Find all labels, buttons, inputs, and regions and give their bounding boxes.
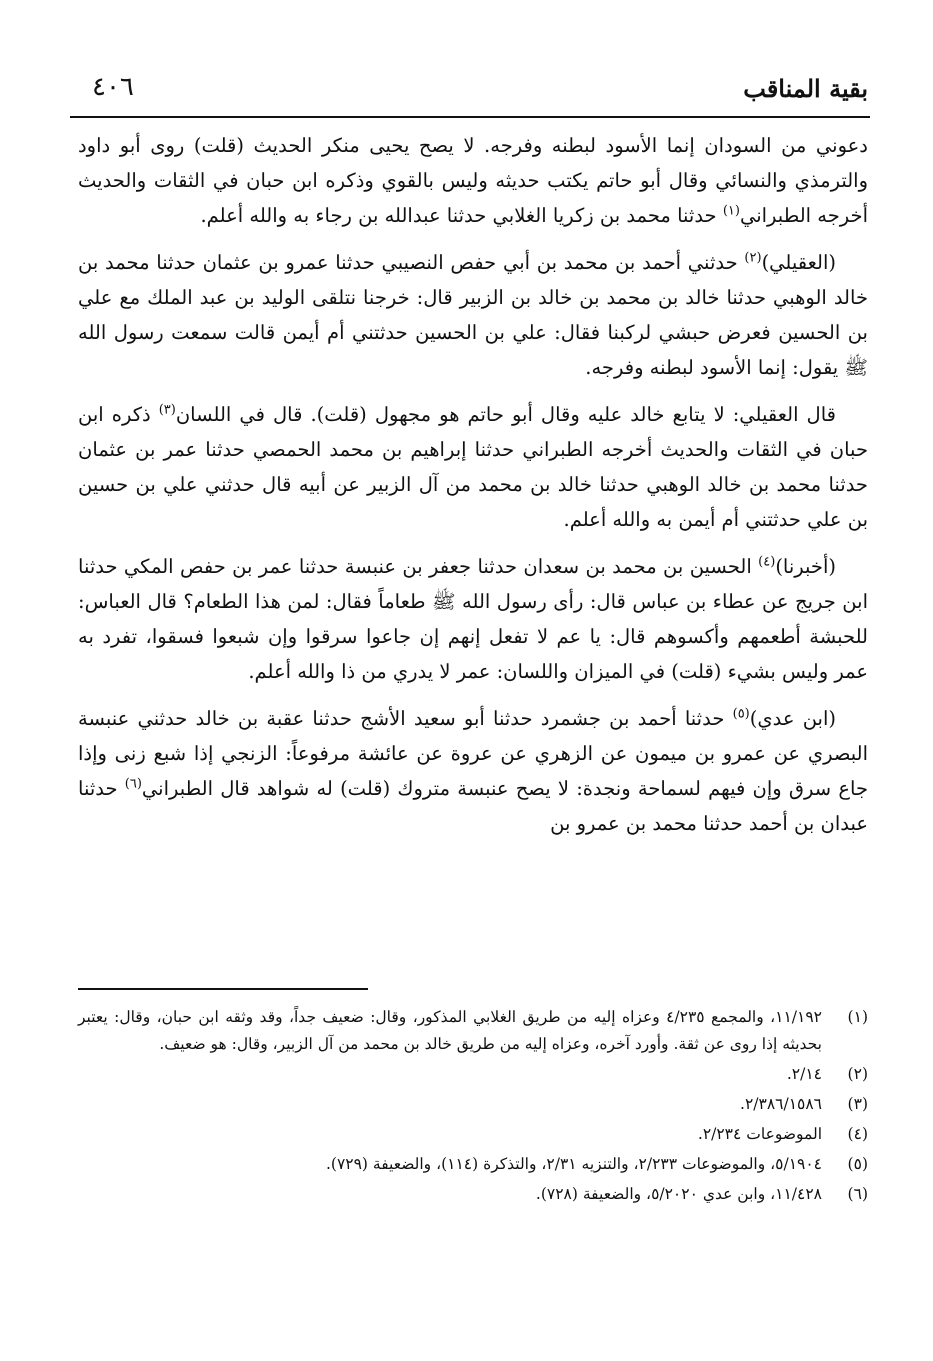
text-segment: (العقيلي) <box>761 251 837 274</box>
chapter-title: بقية المناقب <box>743 74 868 103</box>
footnote-text: ٥/١٩٠٤، والموضوعات ٢/٢٣٣، والتنزيه ٢/٣١، والتذكرة (١١٤)، والضعيفة (٧٢٩). <box>325 1155 822 1173</box>
text-segment: (ابن عدي) <box>749 707 836 730</box>
footnote-text: ٢/٣٨٦/١٥٨٦. <box>740 1095 822 1113</box>
paragraph <box>78 397 868 537</box>
page-number: ٤٠٦ <box>92 72 134 102</box>
footnote-text: ١١/١٩٢، والمجمع ٤/٢٣٥ وعزاه إليه من طريق الغلابي المذكور، وقال: ضعيف جداً، وقد وثقه ابن حبان، وقال: يعتبر بحديثه إذا روى عن ثقة. وأورد آخره، وعزاه إليه من طريق خالد بن محمد من آل الزبير، وقال: هو ضعيف. <box>78 1008 822 1053</box>
footnote-number: (٤) <box>847 1125 868 1143</box>
footnote-ref[interactable]: (٦) <box>124 776 142 792</box>
text-segment: (أخبرنا) <box>775 555 837 578</box>
footnote-item <box>78 1151 868 1178</box>
footnote-number: (٣) <box>847 1095 868 1113</box>
text-segment: حدثني أحمد بن محمد بن أبي حفص النصيبي حدثنا عمرو بن عثمان حدثنا محمد بن خالد الوهبي حدثنا خالد بن محمد بن خالد بن الزبير قال: خرجنا نتلقى الوليد بن عبد الملك مع علي بن الحسين فعرض حبشي لركبنا فقال: علي بن الحسين حدثتني أم أيمن قالت سمعت رسول الله ﷺ يقول: إنما الأسود لبطنه وفرجه. <box>78 251 868 379</box>
text-segment: حدثنا أحمد بن جشمرد حدثنا أبو سعيد الأشج حدثنا عقبة بن خالد حدثني عنبسة البصري عن عمرو بن ميمون عن الزهري عن عروة عن عائشة مرفوعاً: الزنجي إذا شبع زنى وإذا جاع سرق وإن فيهم لسماحة ونجدة: لا يصح عنبسة متروك (قلت) له شواهد قال الطبراني <box>78 707 868 800</box>
footnote-ref[interactable]: (٢) <box>744 250 762 266</box>
footnotes <box>78 1004 868 1211</box>
footnote-number: (٥) <box>847 1155 868 1173</box>
main-text <box>78 128 868 853</box>
text-segment: دعوني من السودان إنما الأسود لبطنه وفرجه. لا يصح يحيى منكر الحديث (قلت) روى أبو داود والترمذي والنسائي وقال أبو حاتم يكتب حديثه وليس بالقوي وذكره ابن حبان في الثقات والحديث أخرجه الطبراني <box>78 134 868 227</box>
footnote-item <box>78 1004 868 1058</box>
book-page <box>70 60 870 1300</box>
footnote-number: (١) <box>847 1008 868 1026</box>
footnote-number: (٢) <box>847 1065 868 1083</box>
footnote-text: ١١/٤٢٨، وابن عدي ٥/٢٠٢٠، والضعيفة (٧٢٨). <box>535 1185 822 1203</box>
text-segment: حدثنا عبدان بن أحمد حدثنا محمد بن عمرو بن <box>78 777 868 835</box>
footnote-number: (٦) <box>847 1185 868 1203</box>
footnote-ref[interactable]: (١) <box>722 203 740 219</box>
footnote-ref[interactable]: (٤) <box>758 554 776 570</box>
footnote-ref[interactable]: (٥) <box>732 706 750 722</box>
running-header <box>70 60 870 118</box>
text-segment: حدثنا محمد بن زكريا الغلابي حدثنا عبدالله بن رجاء به والله أعلم. <box>200 204 717 227</box>
text-segment: قال العقيلي: لا يتابع خالد عليه وقال أبو حاتم هو مجهول (قلت). قال في اللسان <box>175 403 836 426</box>
text-segment: ذكره ابن حبان في الثقات والحديث أخرجه الطبراني حدثنا إبراهيم بن محمد الحمصي حدثنا عمر بن عثمان حدثنا محمد بن خالد الوهبي حدثنا خالد بن محمد من آل الزبير عن أبيه قال حدثني علي بن حسين بن علي حدثتني أم أيمن به والله أعلم. <box>78 403 868 531</box>
footnote-ref[interactable]: (٣) <box>158 402 176 418</box>
paragraph <box>78 701 868 841</box>
footnote-item <box>78 1181 868 1208</box>
footnote-separator <box>78 988 368 990</box>
paragraph <box>78 549 868 689</box>
paragraph <box>78 128 868 233</box>
footnote-item <box>78 1121 868 1148</box>
paragraph <box>78 245 868 385</box>
footnote-item <box>78 1061 868 1088</box>
footnote-item <box>78 1091 868 1118</box>
text-segment: الحسين بن محمد بن سعدان حدثنا جعفر بن عنبسة حدثنا عمر بن حفص المكي حدثنا ابن جريج عن عطاء بن عباس قال: رأى رسول الله ﷺ طعاماً فقال: لمن هذا الطعام؟ قال العباس: للحبشة أطعمهم وأكسوهم قال: يا عم لا تفعل إنهم إن جاعوا سرقوا وإن شبعوا فسقوا، تفرد به عمر وليس بشيء (قلت) في الميزان واللسان: عمر لا يدري من ذا والله أعلم. <box>78 555 868 683</box>
footnote-text: ٢/١٤. <box>786 1065 822 1083</box>
footnote-text: الموضوعات ٢/٢٣٤. <box>697 1125 822 1143</box>
